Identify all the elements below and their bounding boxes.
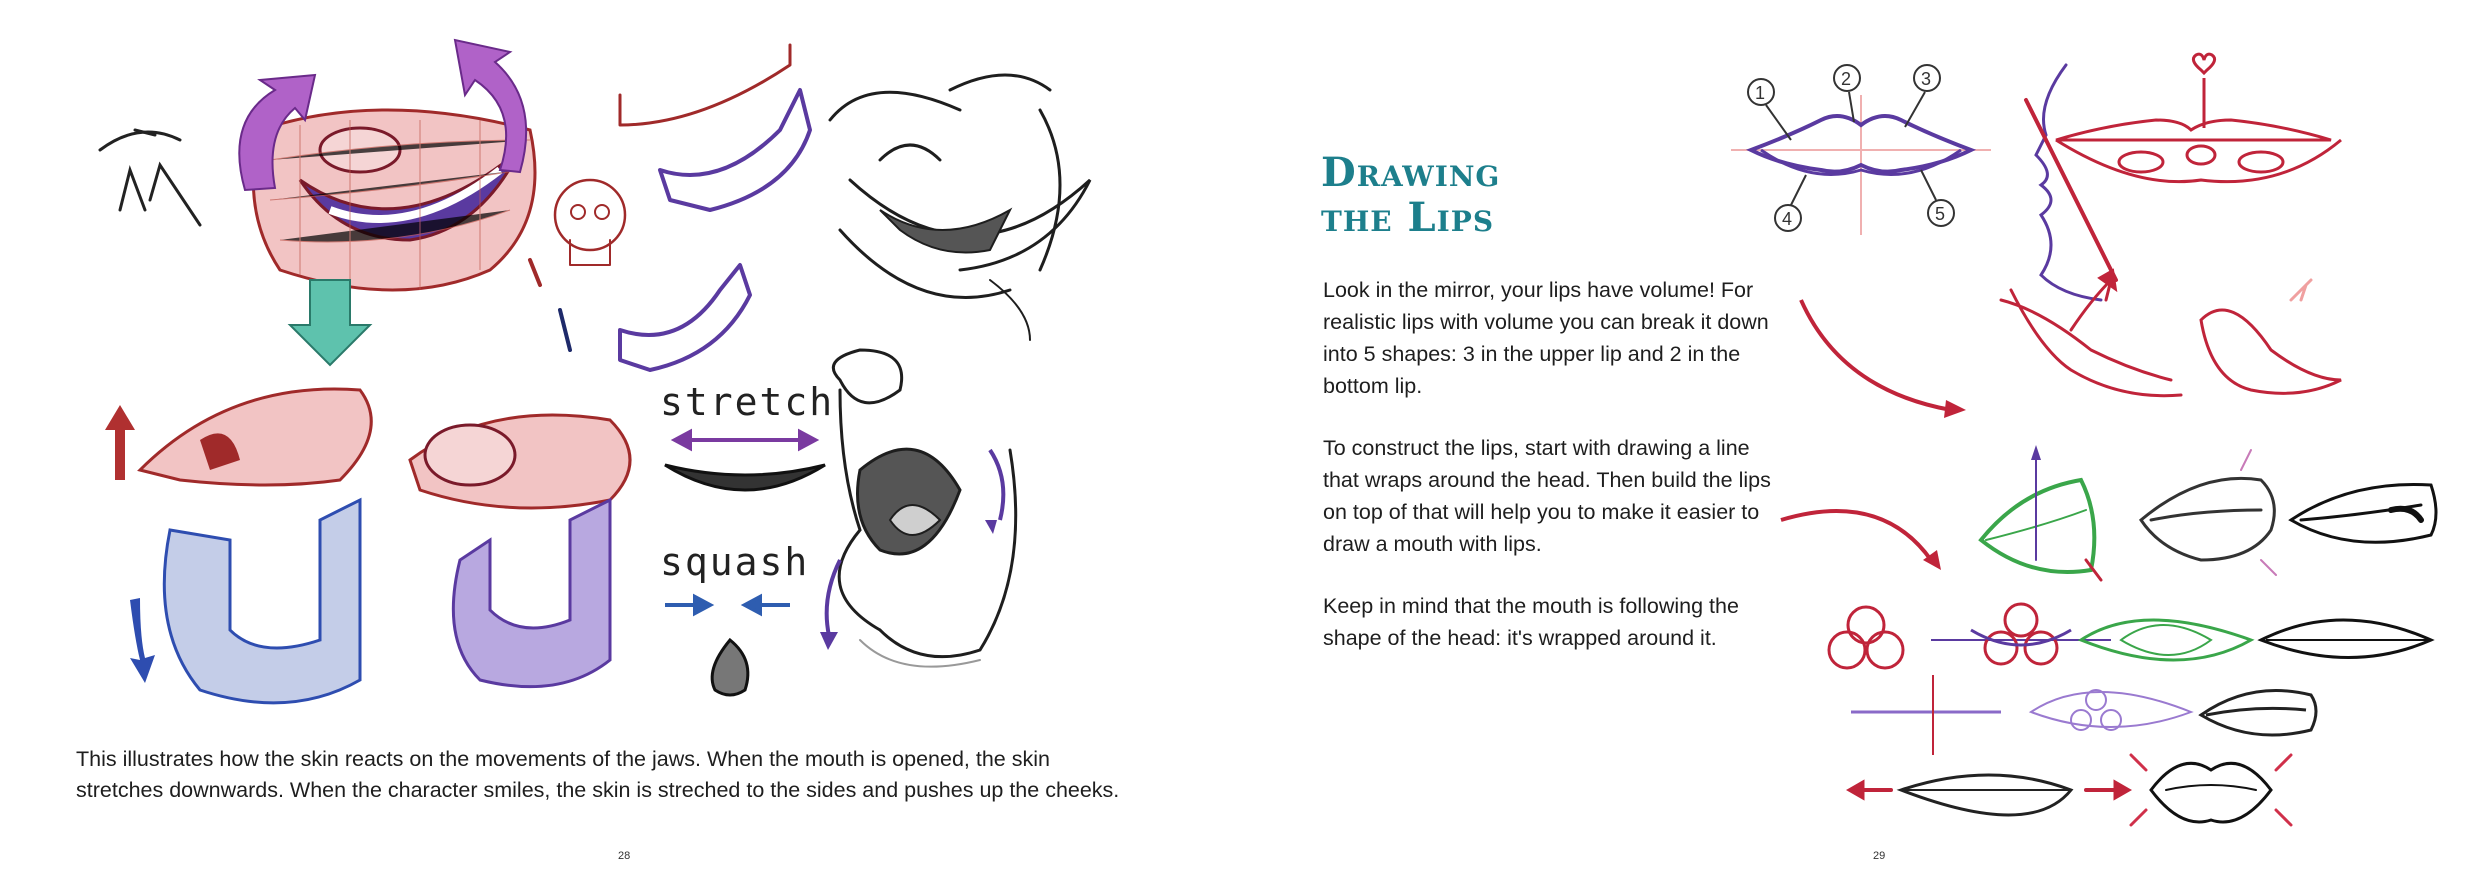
profile-lips-sketch (2026, 65, 2116, 300)
stretched-mouth (665, 465, 825, 490)
red-curve-arrow-2 (1781, 511, 1931, 560)
page-number-right: 29 (1873, 850, 1886, 862)
jaw-skin-illustration (0, 0, 1240, 730)
jaw-skull-sketch (530, 45, 810, 370)
caption: This illustrates how the skin reacts on the movements of the jaws. When the mouth is opened, the skin stretches downwards. When the character smiles, the skin is streched to the sides and pushes up the cheeks. (76, 747, 1120, 802)
stretch-label: stretch (660, 380, 835, 424)
circle-construction-row (1829, 604, 2431, 668)
left-page (0, 0, 1240, 875)
purple-vert-arrow (990, 450, 1003, 520)
grey-lips-small (2201, 691, 2316, 736)
title-line-2: the Lips (1321, 194, 1495, 241)
puckered-lips-with-arrows (2131, 755, 2291, 825)
blue-down-arrow (130, 598, 155, 683)
open-mouth-face-sketch (833, 350, 1015, 667)
lip-construction-illustrations (1241, 0, 2481, 875)
paragraph-3: Keep in mind that the mouth is following the shape of the head: it's wrapped around it. (1323, 594, 1739, 650)
open-mouth-skin-1 (140, 389, 371, 703)
green-lip-construction (1981, 445, 2101, 580)
right-page (1241, 0, 2481, 875)
shape-number-2: 2 (1841, 69, 1852, 89)
down-arrow-teal (290, 280, 370, 365)
construction-cross (1851, 675, 2001, 755)
squash-label: squash (660, 540, 810, 584)
shape-number-3: 3 (1921, 69, 1932, 89)
paragraph-2: To construct the lips, start with drawing a line that wraps around the head. Then build the lips on top of that will help you to make it easier to draw a mouth with lips. (1323, 436, 1771, 556)
black-lips-sketch (2291, 484, 2436, 542)
page-number-left: 28 (618, 850, 631, 862)
red-up-arrow (105, 405, 135, 480)
red-curve-arrow (1801, 300, 1951, 410)
smile-face-sketch (830, 75, 1090, 340)
sketch-doodle (100, 130, 200, 225)
red-profile-lips (2001, 280, 2341, 396)
smiling-mouth-mesh (253, 110, 535, 290)
shape-number-1: 1 (1755, 83, 1766, 103)
smiling-lips-with-arrows (1849, 775, 2129, 815)
grey-lips-3-4 (2141, 450, 2276, 575)
paragraph-1: Look in the mirror, your lips have volume! For realistic lips with volume you can break it down into 5 shapes: 3 in the upper lip and 2 in the bottom lip. (1323, 278, 1769, 398)
title-line-1: Drawing (1321, 149, 1501, 196)
shape-number-4: 4 (1782, 209, 1793, 229)
red-lips-heart (2056, 54, 2341, 181)
shape-number-5: 5 (1935, 204, 1946, 224)
stretch-arrow (675, 432, 815, 448)
squashed-mouth (712, 640, 748, 695)
purple-lip-sketch (2031, 690, 2191, 730)
open-mouth-skin-2 (410, 415, 630, 687)
squash-arrows (665, 597, 790, 613)
lip-shapes-diagram (1731, 65, 1991, 235)
